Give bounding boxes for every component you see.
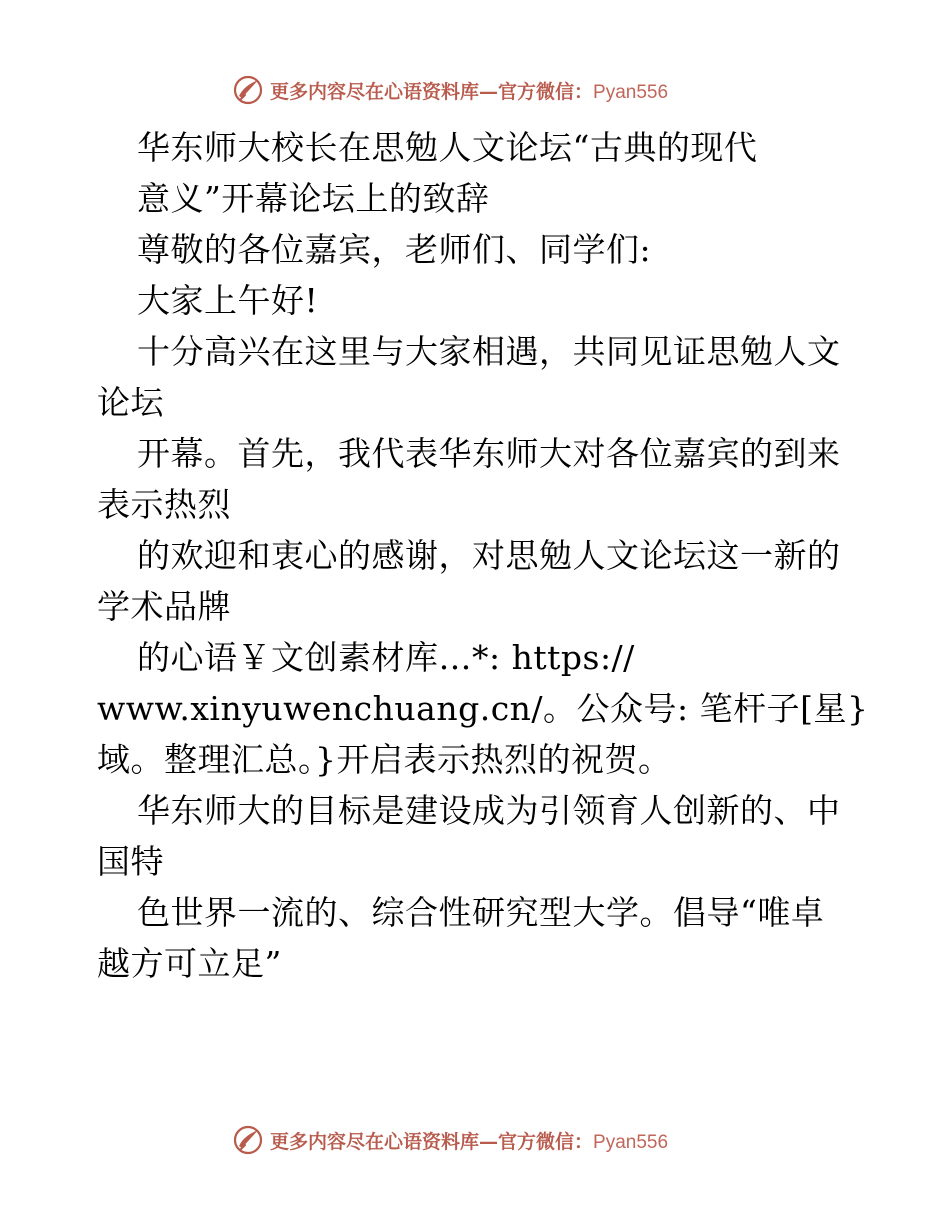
text-line: 论坛 xyxy=(97,383,164,422)
text-line: 华东师大校长在思勉人文论坛“古典的现代 xyxy=(137,128,758,167)
document-body xyxy=(97,122,869,989)
text-line: 的心语￥文创素材库…*: https:// xyxy=(137,638,635,677)
watermark-handle: Pyan556 xyxy=(593,1131,669,1153)
watermark-text xyxy=(270,77,668,104)
text-line: 意义”开幕论坛上的致辞 xyxy=(137,179,490,218)
watermark-label: 更多内容尽在心语资料库—官方微信： xyxy=(270,1130,594,1153)
watermark-handle: Pyan556 xyxy=(593,81,669,103)
text-line: 越方可立足” xyxy=(97,944,282,983)
header-watermark xyxy=(232,72,668,108)
footer-watermark xyxy=(232,1122,668,1158)
text-line: 大家上午好! xyxy=(137,281,319,320)
brush-logo-icon xyxy=(232,1124,264,1156)
text-line: 学术品牌 xyxy=(97,587,231,626)
text-line: 域。整理汇总。}开启表示热烈的祝贺。 xyxy=(97,740,672,779)
brush-logo-icon xyxy=(232,74,264,106)
watermark-label: 更多内容尽在心语资料库—官方微信： xyxy=(270,80,594,103)
text-line: 开幕。首先，我代表华东师大对各位嘉宾的到来 xyxy=(137,434,841,473)
text-line: 国特 xyxy=(97,842,164,881)
text-line: 色世界一流的、综合性研究型大学。倡导“唯卓 xyxy=(137,893,825,932)
text-line: 十分高兴在这里与大家相遇，共同见证思勉人文 xyxy=(137,332,841,371)
text-line: www.xinyuwenchuang.cn/。公众号: 笔杆子[星} xyxy=(97,689,869,728)
text-line: 华东师大的目标是建设成为引领育人创新的、中 xyxy=(137,791,841,830)
text-line: 表示热烈 xyxy=(97,485,231,524)
watermark-text xyxy=(270,1127,668,1154)
text-line: 尊敬的各位嘉宾，老师们、同学们: xyxy=(137,230,652,269)
text-line: 的欢迎和衷心的感谢，对思勉人文论坛这一新的 xyxy=(137,536,841,575)
